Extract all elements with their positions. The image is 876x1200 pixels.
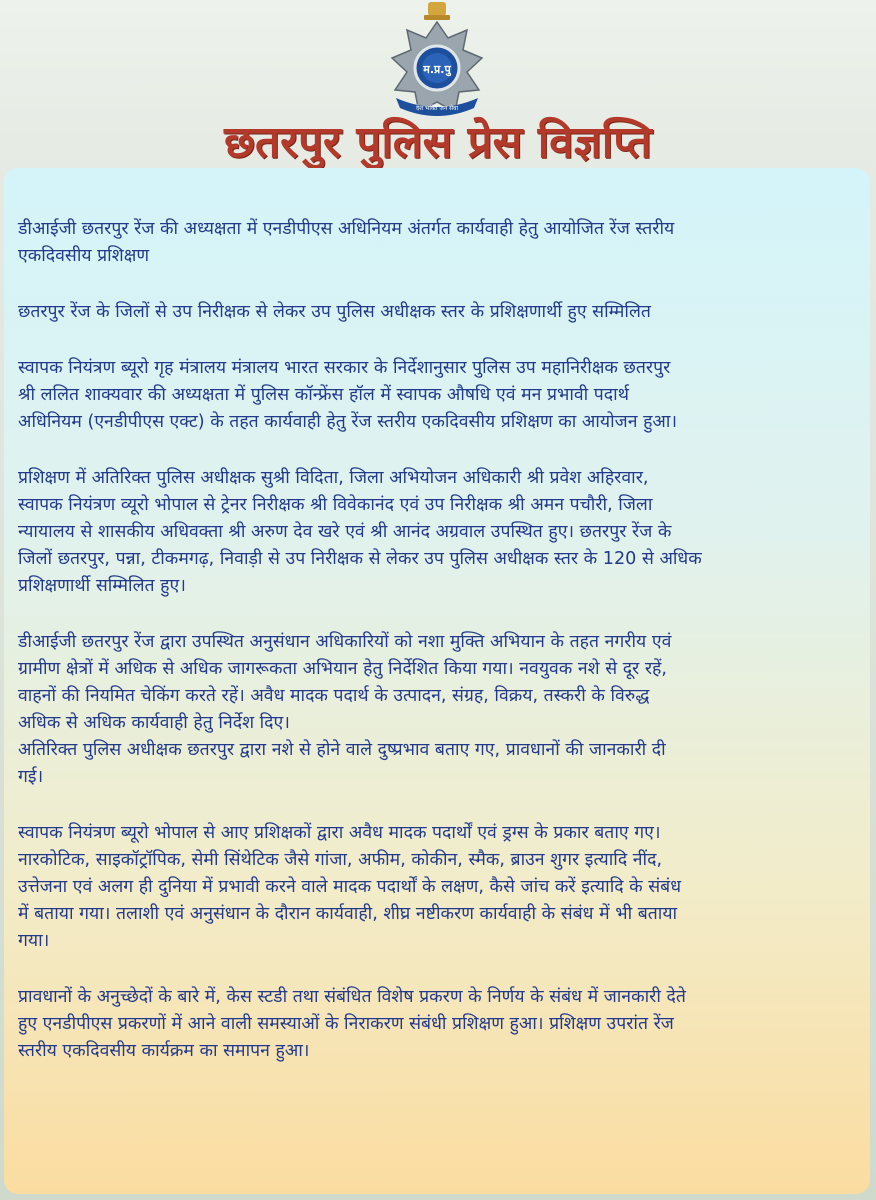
paragraph-attendees: प्रशिक्षण में अतिरिक्त पुलिस अधीक्षक सुश्री विदिता, जिला अभियोजन अधिकारी श्री प्रवेश अहिरवार, स्वापक नियंत्रण व्यूरो भोपाल से ट्रेनर निरीक्षक श्री विवेकानंद एवं उप निरीक्षक श्री अमन पचौरी, जिला न्यायालय से शासकीय अधिवक्ता श्री अरुण देव खरे एवं श्री आनंद अग्रवाल उपस्थित हुए। छतरपुर रेंज के जिलों छतरपुर, पन्ना, टीकमगढ़, निवाड़ी से उप निरीक्षक से लेकर उप पुलिस अधीक्षक स्तर के 120 से अधिक प्रशिक्षणार्थी सम्मिलित हुए। [18, 468, 702, 596]
paragraph-trainers: स्वापक नियंत्रण ब्यूरो भोपाल से आए प्रशिक्षकों द्वारा अवैध मादक पदार्थों एवं ड्रग्स के प्रकार बताए गए। नारकोटिक, साइकॉट्रॉपिक, सेमी सिंथेटिक जैसे गांजा, अफीम, कोकीन, स्मैक, ब्राउन शुगर इत्यादि नींद, उत्तेजना एवं अलग ही दुनिया में प्रभावी करने वाले मादक पदार्थों के लक्षण, कैसे जांच करें इत्यादि के संबंध में बताया गया। तलाशी एवं अनुसंधान के दौरान कार्यवाही, शीघ्र नष्टीकरण कार्यवाही के संबंध में भी बताया गया। [18, 823, 682, 951]
paragraph-subheadline: छतरपुर रेंज के जिलों से उप निरीक्षक से लेकर उप पुलिस अधीक्षक स्तर के प्रशिक्षणार्थी हुए सम्मिलित [18, 302, 651, 322]
mp-police-emblem-icon [374, 0, 500, 120]
page-title: छतरपुर पुलिस प्रेस विज्ञप्ति [224, 117, 652, 168]
paragraph-headline: डीआईजी छतरपुर रेंज की अध्यक्षता में एनडीपीएस अधिनियम अंतर्गत कार्यवाही हेतु आयोजित रेंज स्तरीय एकदिवसीय प्रशिक्षण [18, 219, 675, 266]
emblem-motto: देश भक्ति जन सेवा [415, 105, 459, 112]
press-release-body [4, 168, 870, 1194]
paragraph-instructions: डीआईजी छतरपुर रेंज द्वारा उपस्थित अनुसंधान अधिकारियों को नशा मुक्ति अभियान के तहत नगरीय एवं ग्रामीण क्षेत्रों में अधिक से अधिक जागरूकता अभियान हेतु निर्देशित किया गया। नवयुवक नशे से दूर रहें, वाहनों की नियमित चेकिंग करते रहें। अवैध मादक पदार्थ के उत्पादन, संग्रह, विक्रय, तस्करी के विरुद्ध अधिक से अधिक कार्यवाही हेतु निर्देश दिए। अतिरिक्त पुलिस अधीक्षक छतरपुर द्वारा नशे से होने वाले दुष्प्रभाव बताए गए, प्रावधानों की जानकारी दी गई। [18, 632, 672, 787]
press-release-header [0, 0, 876, 168]
emblem-badge-text: म.प्र.पु [423, 63, 451, 76]
paragraph-event: स्वापक नियंत्रण ब्यूरो गृह मंत्रालय मंत्रालय भारत सरकार के निर्देशानुसार पुलिस उप महानिरीक्षक छतरपुर श्री ललित शाक्यवार की अध्यक्षता में पुलिस कॉन्फ्रेंस हॉल में स्वापक औषधि एवं मन प्रभावी पदार्थ अधिनियम (एनडीपीएस एक्ट) के तहत कार्यवाही हेतु रेंज स्तरीय एकदिवसीय प्रशिक्षण का आयोजन हुआ। [18, 358, 678, 432]
paragraph-conclusion: प्रावधानों के अनुच्छेदों के बारे में, केस स्टडी तथा संबंधित विशेष प्रकरण के निर्णय के संबंध में जानकारी देते हुए एनडीपीएस प्रकरणों में आने वाली समस्याओं के निराकरण संबंधी प्रशिक्षण हुआ। प्रशिक्षण उपरांत रेंज स्तरीय एकदिवसीय कार्यक्रम का समापन हुआ। [18, 987, 686, 1061]
